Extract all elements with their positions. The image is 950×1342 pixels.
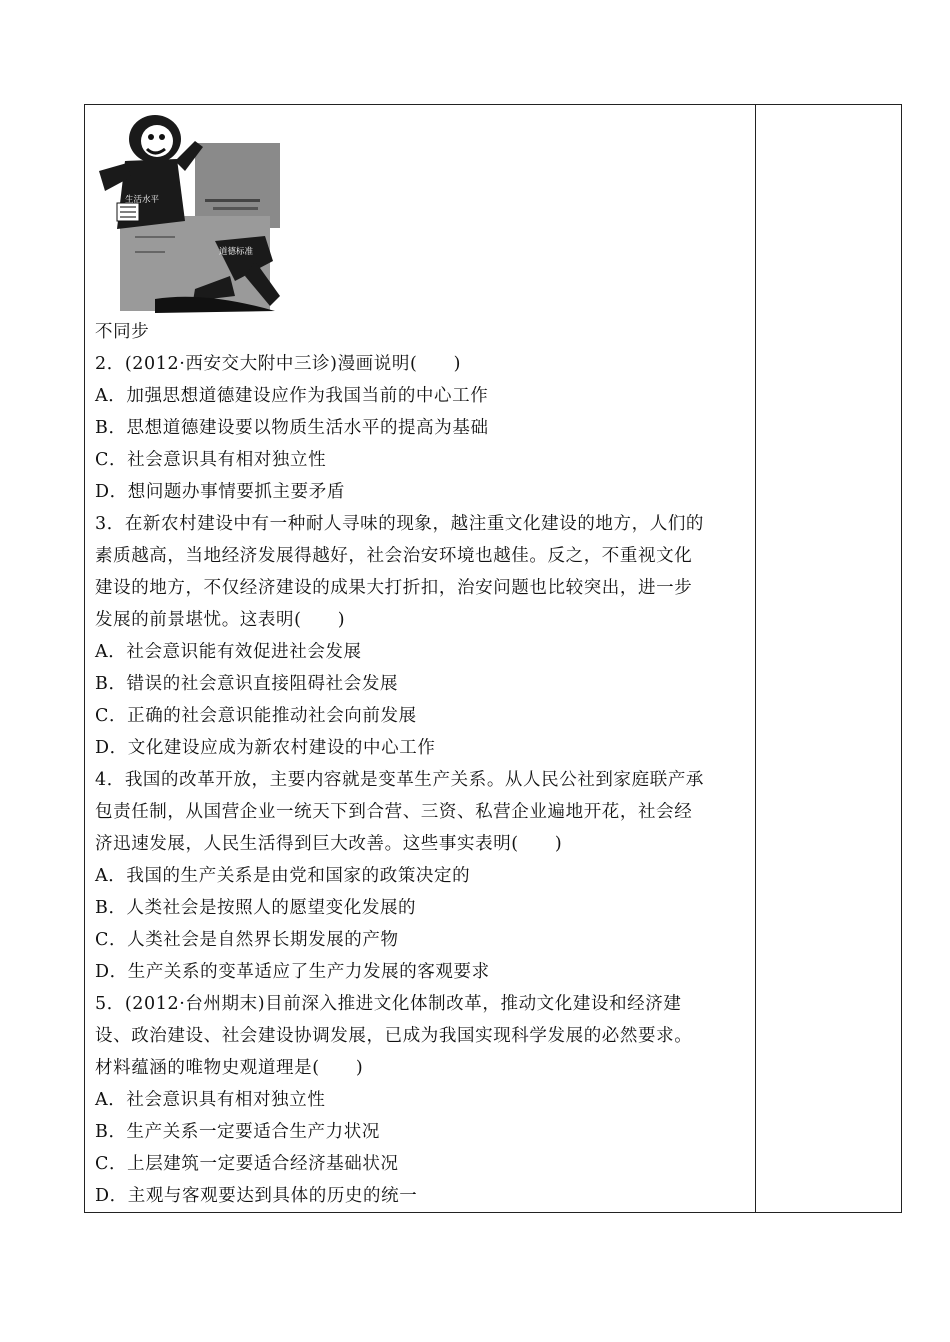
- option-b: B．生产关系一定要适合生产力状况: [95, 1122, 380, 1142]
- question-stem-line: 建设的地方，不仅经济建设的成果大打折扣，治安问题也比较突出，进一步: [95, 578, 693, 598]
- question-2: [95, 348, 750, 508]
- question-cell: [95, 111, 750, 1212]
- option-d: D．生产关系的变革适应了生产力发展的客观要求: [95, 962, 490, 982]
- option-b: B．思想道德建设要以物质生活水平的提高为基础: [95, 418, 489, 438]
- option-c: C．人类社会是自然界长期发展的产物: [95, 930, 399, 950]
- option-b: B．错误的社会意识直接阻碍社会发展: [95, 674, 399, 694]
- cartoon-caption: 不同步: [95, 322, 150, 342]
- option-d: D．想问题办事情要抓主要矛盾: [95, 482, 345, 502]
- question-stem-line: 4．我国的改革开放，主要内容就是变革生产关系。从人民公社到家庭联产承: [95, 770, 705, 790]
- question-stem-line: 包责任制，从国营企业一统天下到合营、三资、私营企业遍地开花，社会经: [95, 802, 693, 822]
- question-stem-line: 济迅速发展，人民生活得到巨大改善。这些事实表明( ): [95, 834, 563, 854]
- question-4: [95, 764, 750, 988]
- option-c: C．正确的社会意识能推动社会向前发展: [95, 706, 417, 726]
- option-c: C．社会意识具有相对独立性: [95, 450, 327, 470]
- question-stem-line: 5．(2012·台州期末)目前深入推进文化体制改革，推动文化建设和经济建: [95, 994, 682, 1014]
- question-stem-line: 设、政治建设、社会建设协调发展，已成为我国实现科学发展的必然要求。: [95, 1026, 693, 1046]
- question-stem-line: 材料蕴涵的唯物史观道理是( ): [95, 1058, 364, 1078]
- option-b: B．人类社会是按照人的愿望变化发展的: [95, 898, 417, 918]
- cartoon-image: [95, 111, 295, 316]
- cartoon-label-living-standard: 生活水平: [125, 195, 160, 205]
- option-a: A．社会意识能有效促进社会发展: [95, 642, 362, 662]
- question-stem-line: 2．(2012·西安交大附中三诊)漫画说明( ): [95, 354, 462, 374]
- question-stem-line: 发展的前景堪忧。这表明( ): [95, 610, 346, 630]
- question-stem-line: 3．在新农村建设中有一种耐人寻味的现象，越注重文化建设的地方，人们的: [95, 514, 705, 534]
- worksheet-table: [84, 104, 902, 1213]
- question-3: [95, 508, 750, 764]
- column-divider: [755, 105, 756, 1212]
- option-d: D．主观与客观要达到具体的历史的统一: [95, 1186, 418, 1206]
- option-a: A．我国的生产关系是由党和国家的政策决定的: [95, 866, 471, 886]
- question-stem-line: 素质越高，当地经济发展得越好，社会治安环境也越佳。反之，不重视文化: [95, 546, 693, 566]
- notes-cell: [757, 105, 901, 1212]
- question-5: [95, 988, 750, 1212]
- option-d: D．文化建设应成为新农村建设的中心工作: [95, 738, 436, 758]
- option-a: A．加强思想道德建设应作为我国当前的中心工作: [95, 386, 489, 406]
- cartoon-label-moral-standard: 道德标准: [219, 247, 254, 257]
- option-c: C．上层建筑一定要适合经济基础状况: [95, 1154, 399, 1174]
- option-a: A．社会意识具有相对独立性: [95, 1090, 326, 1110]
